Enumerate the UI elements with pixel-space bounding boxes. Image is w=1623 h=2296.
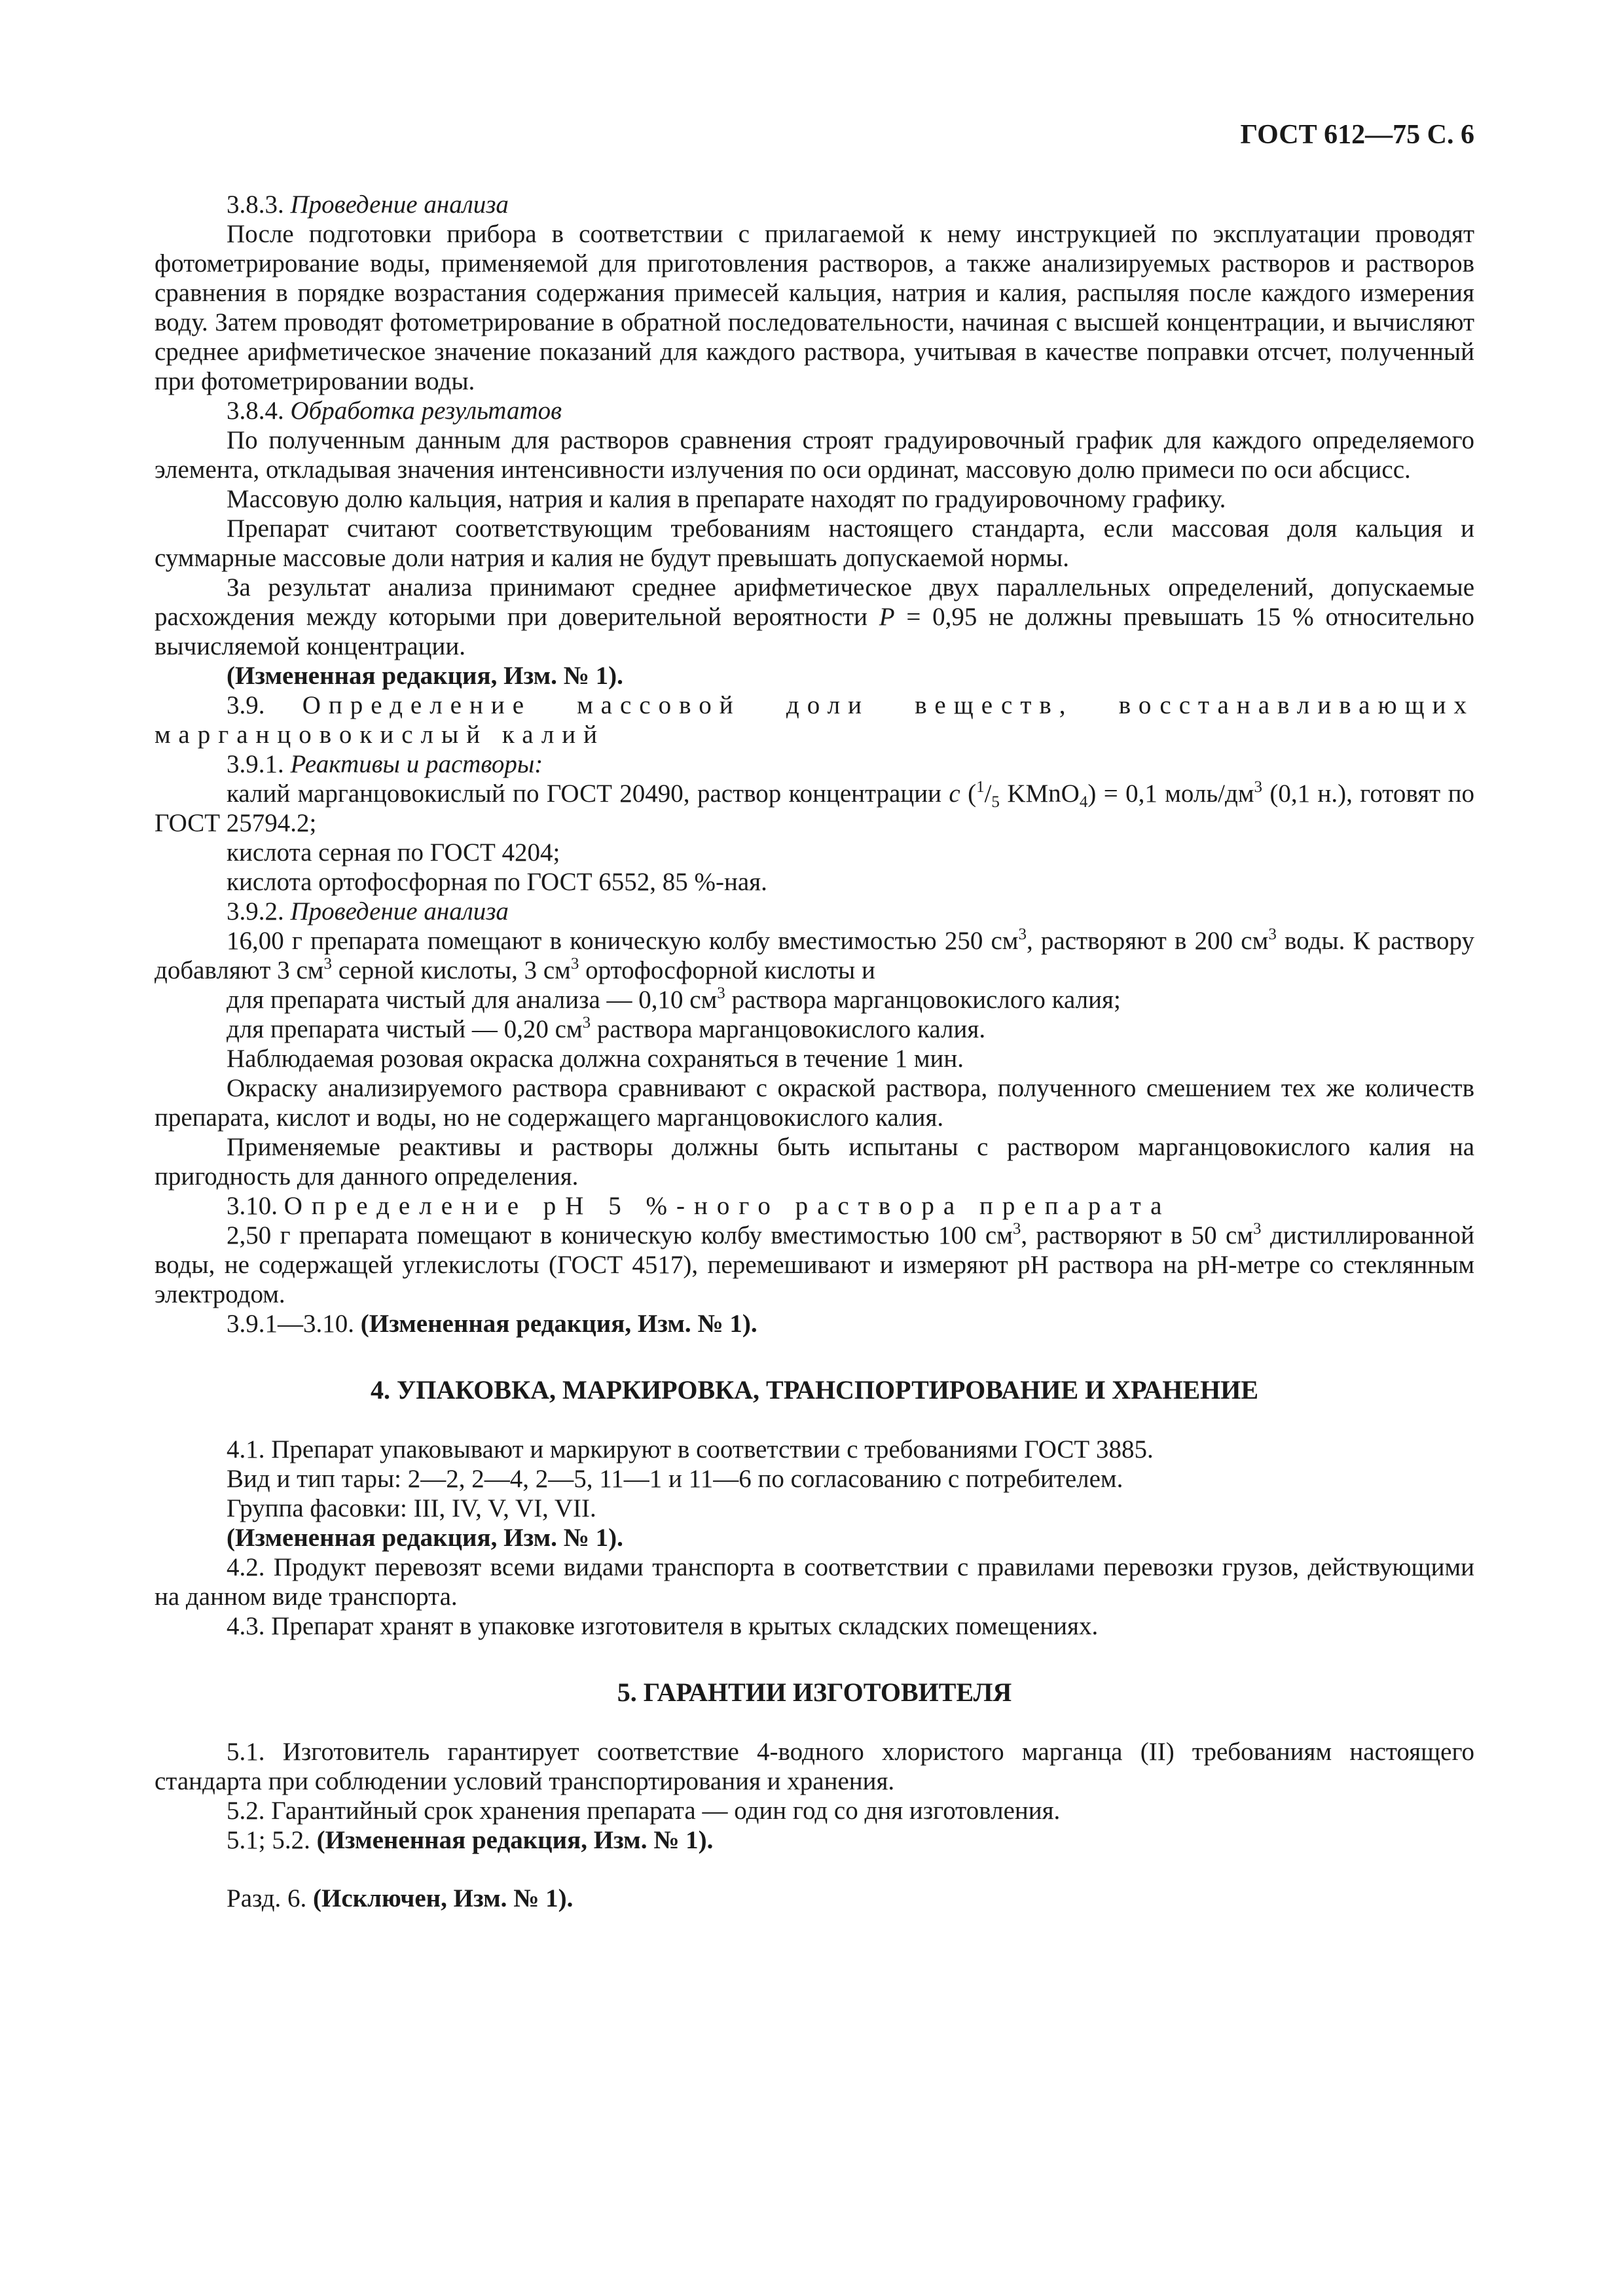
- clause-3-8-3-text: После подготовки прибора в соответствии с прилагаемой к нему инструкцией по эксплуатации проводят фотометрирование воды, применяемой для приготовления растворов, а также анализируемых растворов и растворов сравнения в порядке возрастания содержания примесей кальция, натрия и калия, распыляя после каждого измерения воду. Затем проводят фотометрирование в обратной последовательности, начиная с высшей концентрации, и вычисляют среднее арифметическое значение показаний для каждого раствора, учитывая в качестве поправки отсчет, полученный при фотометрировании воды.: [155, 220, 1474, 395]
- clause-4-1: 4.1. Препарат упаковывают и маркируют в соответствии с требованиями ГОСТ 3885.: [227, 1435, 1154, 1463]
- section-6-note: Разд. 6. (Исключен, Изм. № 1).: [227, 1884, 574, 1912]
- clause-3-9-2-paragraph: для препарата чистый для анализа — 0,10 $см^3$ раствора марганцовокислого калия;: [227, 984, 1121, 1014]
- document-body: [155, 190, 1474, 1913]
- clause-3-9-2-heading: 3.9.2. Проведение анализа: [227, 897, 509, 925]
- clause-4-3: 4.3. Препарат хранят в упаковке изготовителя в крытых складских помещениях.: [227, 1612, 1099, 1640]
- clause-3-9-2-paragraph: для препарата чистый — 0,20 $см^3$ раствора марганцовокислого калия.: [227, 1014, 986, 1043]
- clause-3-9-2-paragraph: Применяемые реактивы и растворы должны быть испытаны с раствором марганцовокислого калия на пригодность для данного определения.: [155, 1133, 1474, 1191]
- clause-3-9-2-paragraph: Окраску анализируемого раствора сравнивают с окраской раствора, полученного смешением тех же количеств препарата, кислот и воды, но не содержащего марганцовокислого калия.: [155, 1074, 1474, 1132]
- clause-5-1: 5.1. Изготовитель гарантирует соответствие 4-водного хлористого марганца (II) требованиям настоящего стандарта при соблюдении условий транспортирования и хранения.: [155, 1738, 1474, 1795]
- page-header: ГОСТ 612—75 С. 6: [1240, 120, 1474, 150]
- reagent-item: кислота серная по ГОСТ 4204;: [227, 838, 560, 867]
- document-page: [155, 115, 1474, 2262]
- section-4-title: 4. УПАКОВКА, МАРКИРОВКА, ТРАНСПОРТИРОВАНИЕ И ХРАНЕНИЕ: [370, 1375, 1259, 1405]
- amendment-note: (Измененная редакция, Изм. № 1).: [227, 1524, 623, 1552]
- clause-3-8-4-paragraph: Массовую долю кальция, натрия и калия в препарате находят по градуировочному графику.: [227, 485, 1226, 513]
- spacer: [155, 1855, 1474, 1884]
- amendment-note: 5.1; 5.2. (Измененная редакция, Изм. № 1).: [227, 1826, 714, 1854]
- clause-3-9-2-paragraph: Наблюдаемая розовая окраска должна сохраняться в течение 1 мин.: [227, 1045, 964, 1073]
- section-5-title: 5. ГАРАНТИИ ИЗГОТОВИТЕЛЯ: [617, 1677, 1012, 1707]
- clause-3-8-4-heading: 3.8.4. Обработка результатов: [227, 397, 562, 425]
- reagent-item: калий марганцовокислый по ГОСТ 20490, раствор концентрации с ($^1/_5$ KMnO$_4$) = 0,1 моль/$дм^3$ (0,1 н.), готовят по ГОСТ 25794.2;: [155, 778, 1474, 837]
- clause-3-8-4-paragraph: Препарат считают соответствующим требованиям настоящего стандарта, если массовая доля кальция и суммарные массовые доли натрия и калия не будут превышать допускаемой нормы.: [155, 514, 1474, 572]
- clause-4-1-detail: Группа фасовки: III, IV, V, VI, VII.: [227, 1494, 596, 1522]
- clause-3-10-heading: 3.10. Определение pH 5 %-ного раствора препарата: [227, 1192, 1171, 1220]
- amendment-note: 3.9.1—3.10. (Измененная редакция, Изм. № 1).: [227, 1310, 757, 1338]
- clause-4-1-detail: Вид и тип тары: 2—2, 2—4, 2—5, 11—1 и 11—6 по согласованию с потребителем.: [227, 1465, 1123, 1493]
- clause-3-8-4-paragraph: По полученным данным для растворов сравнения строят градуировочный график для каждого определяемого элемента, откладывая значения интенсивности излучения по оси ординат, массовую долю примеси по оси абсцисс.: [155, 426, 1474, 484]
- amendment-note: (Измененная редакция, Изм. № 1).: [227, 662, 623, 690]
- clause-4-2: 4.2. Продукт перевозят всеми видами транспорта в соответствии с правилами перевозки грузов, действующими на данном виде транспорта.: [155, 1553, 1474, 1611]
- clause-3-8-4-paragraph: За результат анализа принимают среднее арифметическое двух параллельных определений, допускаемые расхождения между которыми при доверительной вероятности Р = 0,95 не должны превышать 15 % относительно вычисляемой концентрации.: [155, 573, 1474, 660]
- clause-3-10-paragraph: 2,50 г препарата помещают в коническую колбу вместимостью 100 $см^3$, растворяют в 50 $см^3$ дистиллированной воды, не содержащей углекислоты (ГОСТ 4517), перемешивают и измеряют pH раствора на pH-метре со стеклянным электродом.: [155, 1220, 1474, 1308]
- clause-3-9-1-heading: 3.9.1. Реактивы и растворы:: [227, 750, 543, 778]
- clause-3-8-3-heading: 3.8.3. Проведение анализа: [227, 190, 509, 219]
- clause-3-9-heading: 3.9. Определение массовой доли веществ, восстанавливающих марганцовокислый калий: [155, 691, 1475, 749]
- clause-5-2: 5.2. Гарантийный срок хранения препарата — один год со дня изготовления.: [227, 1797, 1061, 1825]
- clause-3-9-2-paragraph: 16,00 г препарата помещают в коническую колбу вместимостью 250 $см^3$, растворяют в 200 $см^3$ воды. К раствору добавляют 3 $см^3$ серной кислоты, 3 $см^3$ ортофосфорной кислоты и: [155, 925, 1474, 984]
- reagent-item: кислота ортофосфорная по ГОСТ 6552, 85 %-ная.: [227, 868, 767, 896]
